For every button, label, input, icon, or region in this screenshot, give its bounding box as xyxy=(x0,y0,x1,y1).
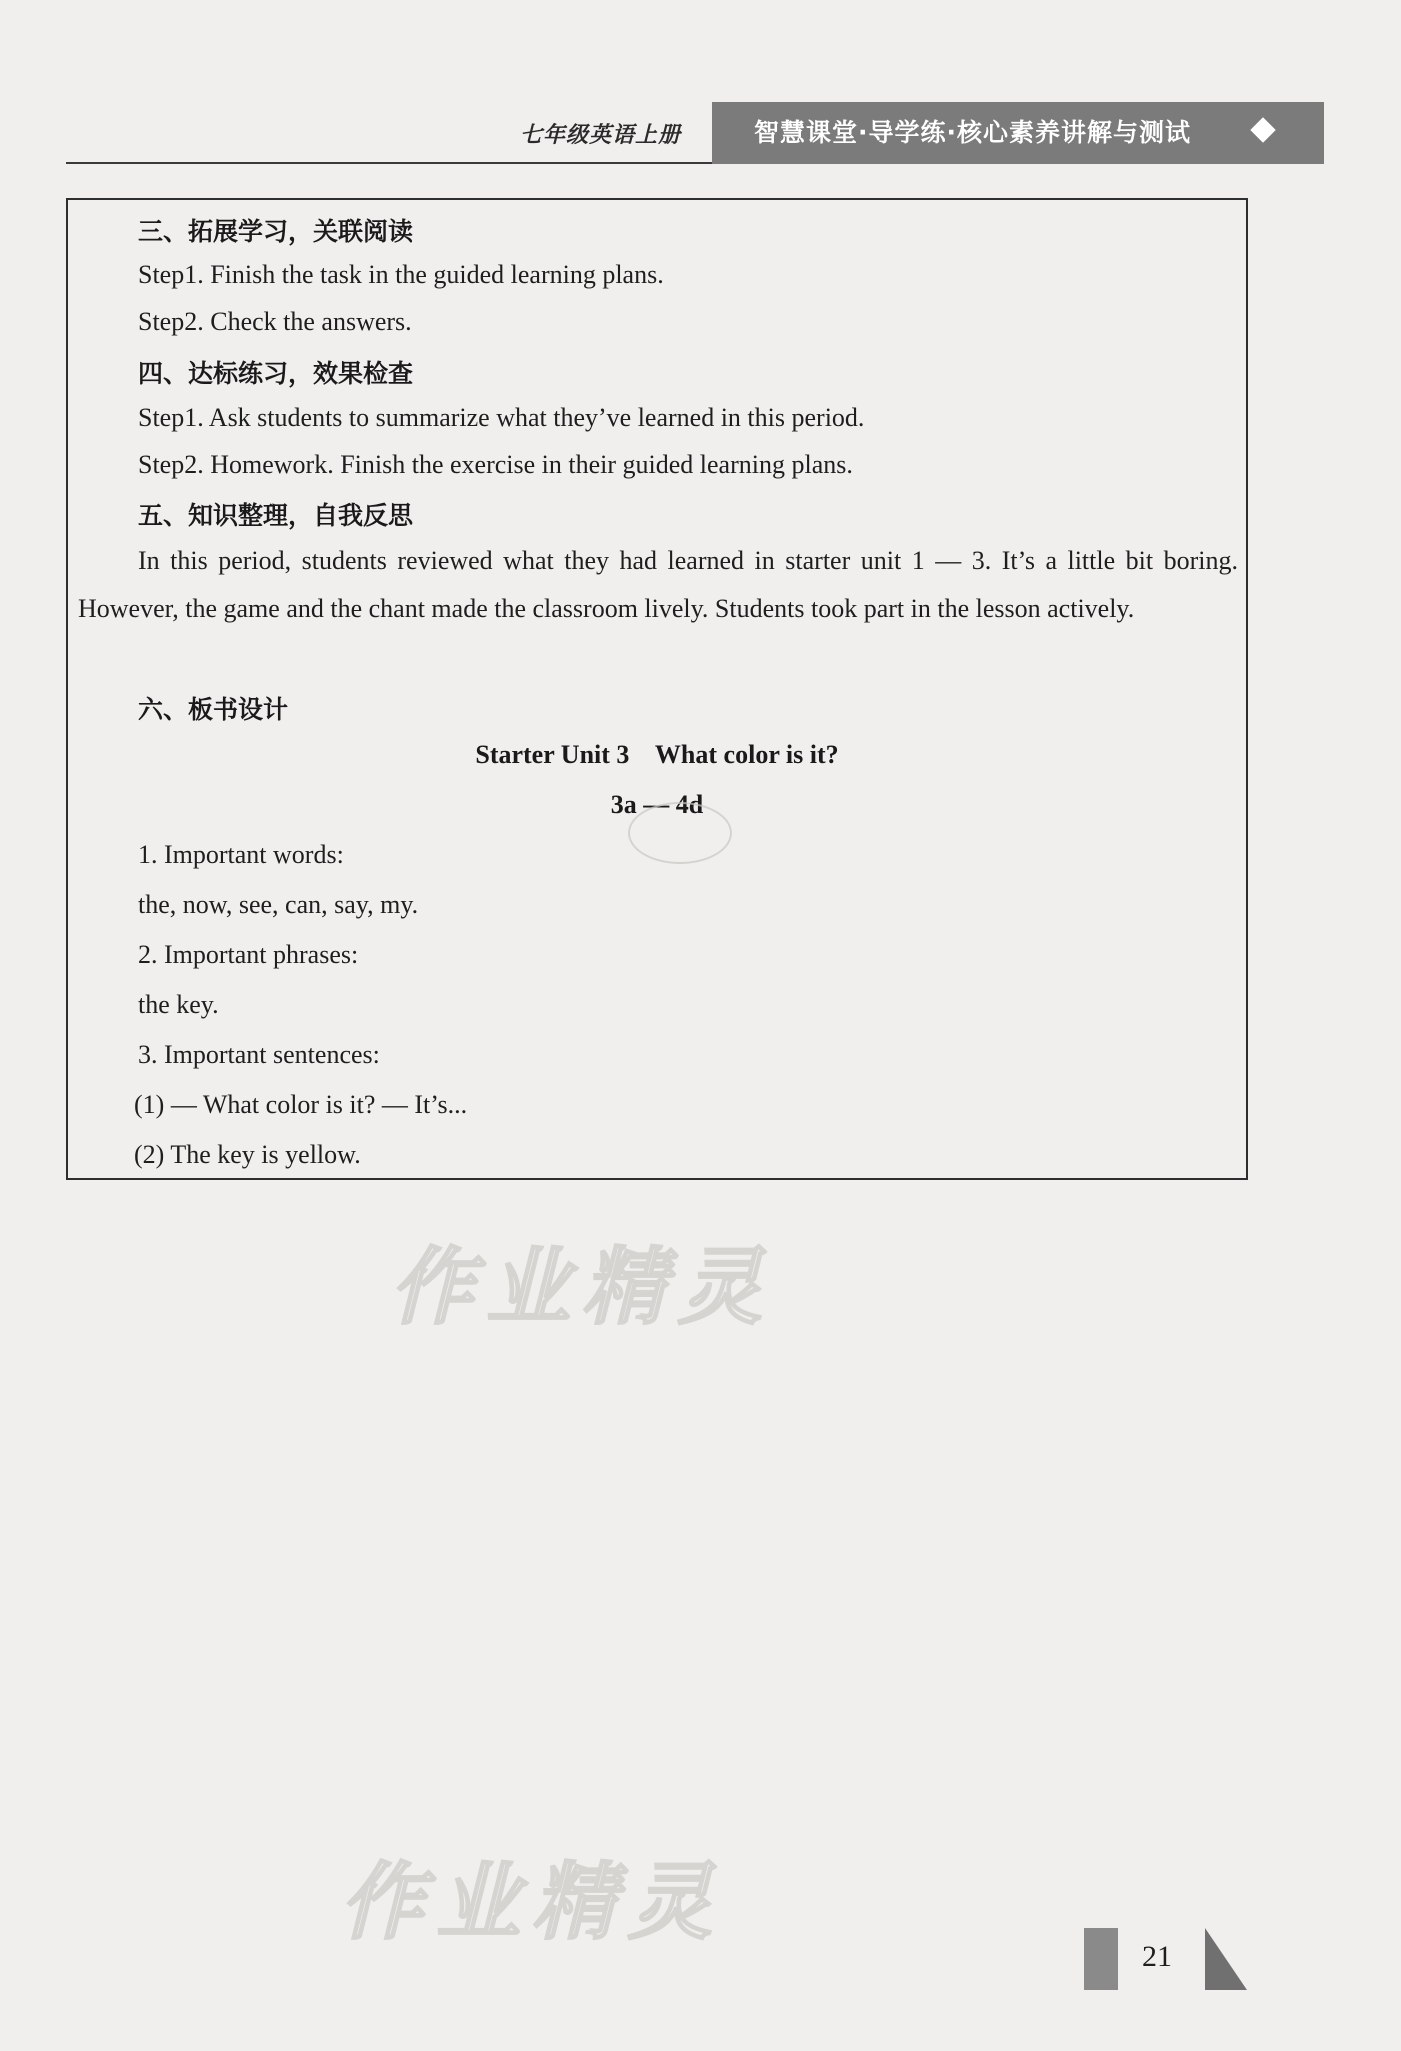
page-number: 21 xyxy=(1142,1940,1172,1973)
words-list: the, now, see, can, say, my. xyxy=(138,890,419,919)
sentence-2: (2) The key is yellow. xyxy=(134,1140,361,1169)
section-3-step-1: Step1. Finish the task in the guided learning plans. xyxy=(138,260,664,289)
phrases-label: 2. Important phrases: xyxy=(138,940,359,969)
header-divider xyxy=(66,162,712,164)
series-title: 智慧课堂·导学练·核心素养讲解与测试 xyxy=(754,118,1191,147)
series-banner xyxy=(712,102,1324,164)
book-title: 七年级英语上册 xyxy=(520,122,682,147)
sentences-label: 3. Important sentences: xyxy=(138,1040,380,1069)
section-4-step-2: Step2. Homework. Finish the exercise in their guided learning plans. xyxy=(138,450,853,479)
page-tab-marker xyxy=(1084,1928,1118,1990)
board-title: Starter Unit 3 What color is it? xyxy=(475,740,839,769)
watermark: 作业精灵 xyxy=(340,1853,725,1951)
section-4-step-1: Step1. Ask students to summarize what they’ve learned in this period. xyxy=(138,403,865,432)
watermark: 作业精灵 xyxy=(390,1238,775,1336)
section-6-heading: 六、板书设计 xyxy=(138,695,289,724)
section-5-reflection: In this period, students reviewed what they had learned in starter unit 1 — 3. It’s a little bit boring. However, the game and the chant made the classroom lively. Students took part in the lesson actively. xyxy=(78,546,1238,623)
stamp-icon xyxy=(628,802,732,864)
sentence-1: (1) — What color is it? — It’s... xyxy=(134,1090,468,1119)
section-3-heading: 三、拓展学习，关联阅读 xyxy=(138,217,414,246)
section-4-heading: 四、达标练习，效果检查 xyxy=(138,359,414,388)
lesson-plan-box xyxy=(66,198,1248,1180)
board-subtitle: 3a — 4d xyxy=(610,790,704,819)
phrases-list: the key. xyxy=(138,990,219,1019)
section-3-step-2: Step2. Check the answers. xyxy=(138,307,412,336)
section-5-heading: 五、知识整理，自我反思 xyxy=(138,501,414,530)
corner-triangle-icon xyxy=(1205,1928,1247,1990)
words-label: 1. Important words: xyxy=(138,840,344,869)
